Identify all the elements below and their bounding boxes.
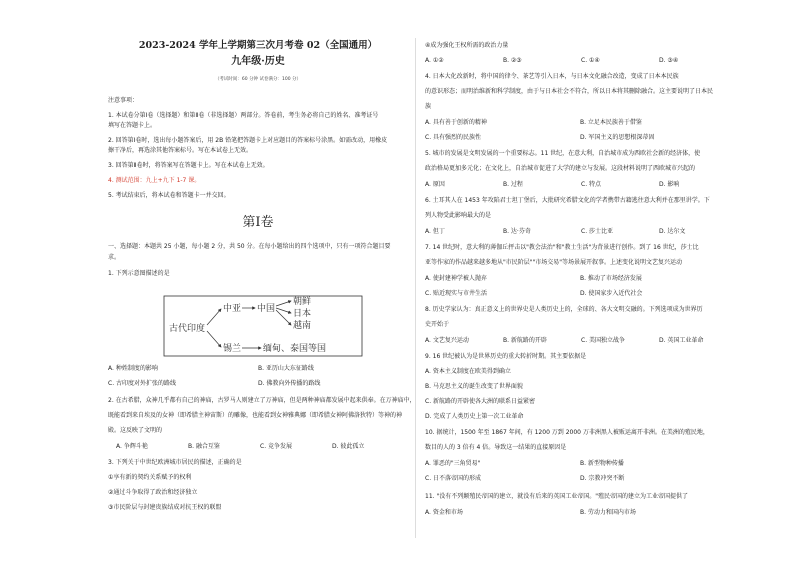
section-intro: 一、选择题：本题共 25 小题，每小题 2 分，共 50 分。在每小题给出的四个选项中，只有一项符合题目要 xyxy=(108,243,391,250)
exam-subtitle: 九年级·历史 xyxy=(231,56,285,67)
q5-option-b: B. 过程 xyxy=(503,181,523,188)
q8-option-b: B. 新航路的开辟 xyxy=(503,337,547,344)
q2-stem: 既能看到来自埃及的女神（即希腊主神宙斯）的雕像，也能看到女神雅典娜（即希腊女神阿佛洛狄特）等神的神 xyxy=(108,412,403,419)
q5-option-c: C. 特点 xyxy=(581,181,602,188)
q8-stem: 史开始于 xyxy=(425,321,450,328)
q7-stem: 亚等作家的作品越来越多地从"市民阶层""市场交易"等场景展开叙事。上述变化说明文艺复兴运动 xyxy=(425,259,683,266)
q1-option-b: B. 亚历山大东征路线 xyxy=(258,365,314,372)
q10-option-b: B. 新型物种传播 xyxy=(580,460,624,467)
q10-option-c: C. 日不落帝国的形成 xyxy=(425,475,482,482)
arrow-to-central-asia xyxy=(207,309,221,325)
q2-option-a: A. 争辉斗艳 xyxy=(116,443,148,450)
notes-heading: 注意事项： xyxy=(108,97,139,104)
q3-item: ②通过斗争取得了政治和经济独立 xyxy=(108,489,198,496)
q6-option-a: A. 但丁 xyxy=(425,228,445,235)
q10-option-a: A. 罪恶的"三角贸易" xyxy=(425,460,481,467)
q8-option-c: C. 美国独立战争 xyxy=(581,337,626,344)
q3-item: ③市民阶层与封建贵族结成对抗王权的联盟 xyxy=(108,504,222,511)
q1-option-c: C. 古印度对外扩张的路线 xyxy=(108,380,177,387)
q4-stem: 4. 日本大化改新时，将中国的律令、茶艺等引入日本，与日本文化融合改造，变成了日本本民族 xyxy=(425,73,679,80)
note-line: 2. 回答第Ⅰ卷时，选出每小题答案后，用 2B 铅笔把答题卡上对应题目的答案标号涂黑。如需改动，用橡皮 xyxy=(108,137,388,144)
q10-stem: 10. 据统计，1500 年至 1867 年间，有 1200 万到 2000 万非洲黑人被贩运离开非洲。在美洲的殖民地， xyxy=(425,429,709,436)
q11-stem: 11. "没有不列颠殖民帝国的建立，就没有后来的英国工业帝国。"殖民帝国的建立为工业帝国提供了 xyxy=(425,493,688,500)
q6-option-d: D. 达尔文 xyxy=(659,228,686,235)
q8-stem: 8. 历史学家认为：真正意义上的世界史是人类历史上的，全球的、各大文明交融的。下列选项成为世界历 xyxy=(425,306,703,313)
q11-option-b: B. 劳动力和国内市场 xyxy=(580,509,636,516)
q3-option-d: D. ③④ xyxy=(659,57,679,64)
q2-option-d: D. 彼此孤立 xyxy=(332,443,365,450)
q5-option-d: D. 影响 xyxy=(659,181,680,188)
q5-option-a: A. 原因 xyxy=(425,181,445,188)
q3-stem: 3. 下列关于中世纪欧洲城市居民的描述，正确的是 xyxy=(108,459,242,466)
q3-option-b: B. ②③ xyxy=(503,57,522,64)
q3-item: ①享有新的契约关系赋予的权利 xyxy=(108,474,192,481)
q9-option-a: A. 资本主义制度在欧美得到确立 xyxy=(425,368,511,375)
q7-option-d: D. 使国家步入近代社会 xyxy=(580,290,643,297)
arrow-to-ceylon xyxy=(207,331,221,347)
q9-stem: 9. 16 世纪被认为是世界历史的重大转折时期。其主要依据是 xyxy=(425,353,587,360)
q1-stem: 1. 下列示意图描述的是 xyxy=(108,270,170,277)
q4-stem: 的意识形态；而明治维新和科学制度，由于与日本社会不符合，所以日本将其删除融合。这主要说明了日本民 xyxy=(425,88,714,95)
section-title: 第Ⅰ卷 xyxy=(242,215,274,230)
q9-option-d: D. 完成了人类历史上第一次工业革命 xyxy=(425,413,524,420)
diagram-origin: 古代印度 xyxy=(169,324,206,334)
diagram-vietnam: 越南 xyxy=(293,321,312,331)
q4-option-a: A. 具有善于创新的精神 xyxy=(425,119,487,126)
q7-option-a: A. 使封建神学被人抛弃 xyxy=(425,275,487,282)
q7-stem: 7. 14 世纪时，意大利的薄伽丘抨击以"教会法治"和"教士生活"为背景进行创作。到了 16 世纪，莎士比 xyxy=(425,244,699,251)
q4-option-d: D. 军国主义的思想根深蒂固 xyxy=(580,134,655,141)
note-line-scope: 4. 测试范围：九上+九下 1-7 课。 xyxy=(108,177,201,184)
diagram-japan: 日本 xyxy=(293,309,312,319)
q7-option-c: C. 贴近现实与市井生活 xyxy=(425,290,488,297)
diagram-china: 中国 xyxy=(257,304,276,314)
q11-option-a: A. 资金和市场 xyxy=(425,509,463,516)
q1-option-d: D. 佛教向外传播的路线 xyxy=(258,380,321,387)
q1-option-a: A. 种姓制度的影响 xyxy=(108,365,158,372)
q5-stem: 政治格局更加多元化；在文化上，自治城市促进了大学的建立与发展。这段材料说明了西欧城市兴起的 xyxy=(425,165,696,172)
note-line: 填写在答题卡上。 xyxy=(108,122,157,129)
q7-option-b: B. 推动了市场经济发展 xyxy=(580,275,642,282)
diagram-myanmar: 缅甸、泰国等国 xyxy=(263,344,327,354)
q6-stem: 6. 土耳其人在 1453 年攻陷君士坦丁堡后，大批研究希腊文化的学者携带古籍逃往意大利并在那里讲学。下 xyxy=(425,197,710,204)
note-line: 1. 本试卷分第Ⅰ卷（选择题）和第Ⅱ卷（非选择题）两部分。答卷前，考生务必将自己的姓名、准考证号 xyxy=(108,112,379,119)
diagram-central-asia: 中亚 xyxy=(223,304,242,314)
q9-option-c: C. 新航路的开辟使各大洲的联系日益紧密 xyxy=(425,398,536,405)
q2-option-b: B. 融合互鉴 xyxy=(188,443,220,450)
q6-stem: 列人物受此影响最大的是 xyxy=(425,212,492,219)
q3-item: ④成为强化王权所需的政治力量 xyxy=(425,42,509,49)
q5-stem: 5. 城市的发展是文明发展的一个重要标志。11 世纪，在意大利，自治城市成为西欧社会新的经济体，使 xyxy=(425,150,701,157)
q4-option-c: C. 具有强烈的民族性 xyxy=(425,134,482,141)
q3-option-a: A. ①② xyxy=(425,57,444,64)
q8-option-a: A. 文艺复兴运动 xyxy=(425,337,469,344)
section-intro: 求。 xyxy=(108,254,121,261)
arrow-to-korea xyxy=(276,301,291,306)
q8-option-d: D. 英国工业革命 xyxy=(659,337,704,344)
q2-option-c: C. 竞争发展 xyxy=(260,443,293,450)
q6-option-c: C. 莎士比亚 xyxy=(581,228,614,235)
diagram-korea: 朝鲜 xyxy=(293,297,312,307)
q9-option-b: B. 马克思主义的诞生改变了世界面貌 xyxy=(425,383,523,390)
column-divider xyxy=(415,38,416,538)
note-line: 3. 回答第Ⅱ卷时，将答案写在答题卡上。写在本试卷上无效。 xyxy=(108,162,269,169)
note-line: 5. 考试结束后，将本试卷和答题卡一并交回。 xyxy=(108,192,230,199)
q4-option-b: B. 立足本民族善于借鉴 xyxy=(580,119,642,126)
q4-stem: 族 xyxy=(425,103,432,110)
exam-title: 2023-2024 学年上学期第三次月考卷 02（全国通用） xyxy=(138,40,378,51)
spread-diagram xyxy=(163,295,363,357)
q10-stem: 数目的人的 3 倍有 4 倍。导致这一结果的直接原因是 xyxy=(425,444,567,451)
q6-option-b: B. 达·芬奇 xyxy=(503,228,531,235)
note-line: 擦干净后，再选涂其他答案标号。写在本试卷上无效。 xyxy=(108,147,253,154)
diagram-ceylon: 锡兰 xyxy=(223,344,242,354)
exam-meta: （考试时间：60 分钟 试卷满分：100 分） xyxy=(214,77,302,82)
q2-stem: 2. 在古希腊，众神几乎都有自己的神庙，古罗马人则建立了万神庙，但是两种神庙都发展中起来供奉。在万神庙中， xyxy=(108,397,416,404)
q3-option-c: C. ①④ xyxy=(581,57,600,64)
q2-stem: 殿。这反映了文明的 xyxy=(108,427,163,434)
spread-diagram-svg xyxy=(163,295,363,357)
q10-option-d: D. 宗教冲突不断 xyxy=(580,475,625,482)
